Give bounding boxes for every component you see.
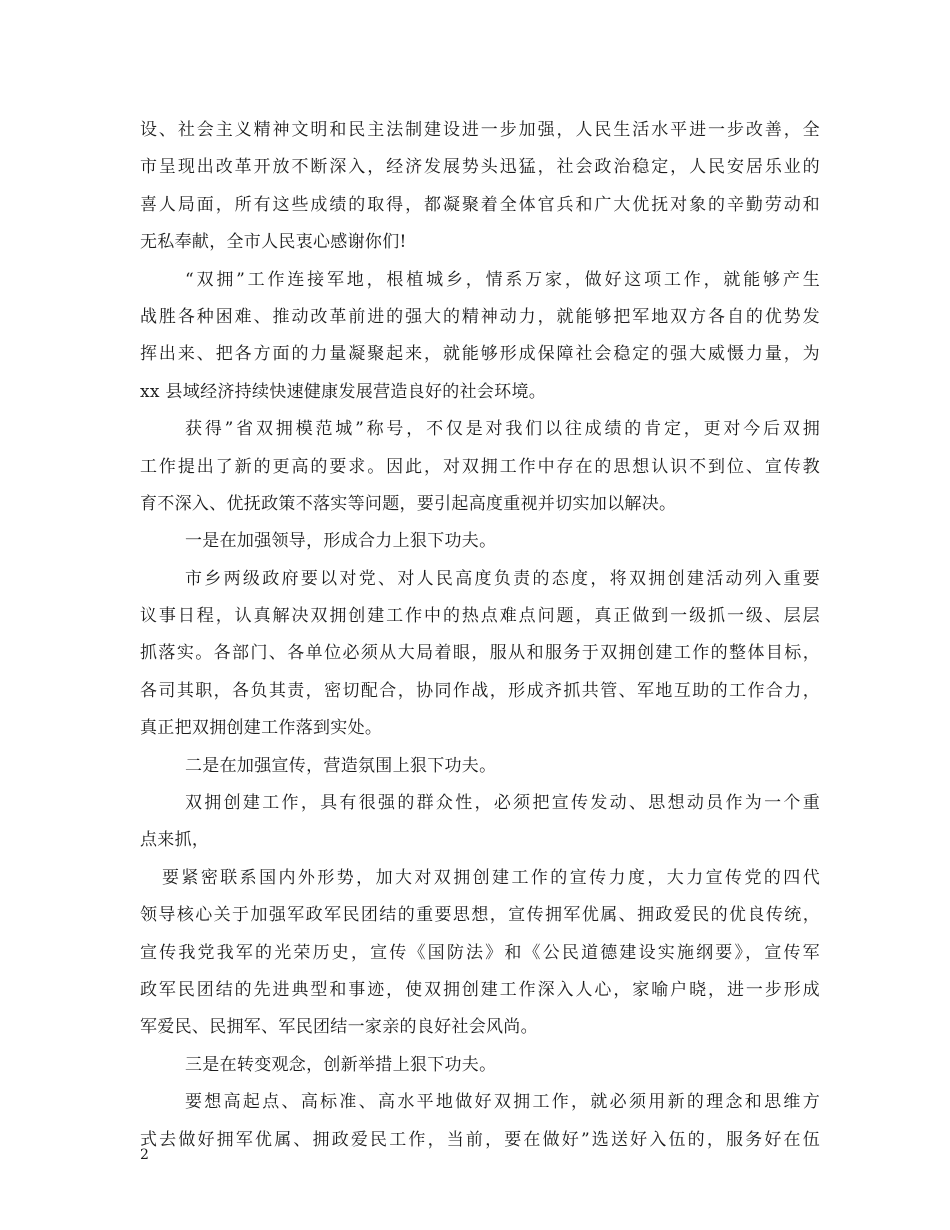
section-heading: 一是在加强领导，形成合力上狠下功夫。 [185, 531, 497, 552]
text-line: 领导核心关于加强军政军民团结的重要思想，宣传拥军优属、拥政爱民的优良传统， [140, 905, 820, 926]
text-line: 喜人局面，所有这些成绩的取得，都凝聚着全体官兵和广大优抚对象的辛勤劳动和 [140, 194, 820, 215]
text-line: 工作提出了新的更高的要求。因此，对双拥工作中存在的思想认识不到位、宣传教 [140, 456, 820, 477]
text-line: 抓落实。各部门、各单位必须从大局着眼，服从和服务于双拥创建工作的整体目标， [140, 643, 820, 664]
text-line: “双拥”工作连接军地，根植城乡，情系万家，做好这项工作，就能够产生 [185, 269, 820, 290]
text-line: xx 县域经济持续快速健康发展营造良好的社会环境。 [140, 381, 547, 402]
text-line: 军爱民、民拥军、军民团结一家亲的良好社会风尚。 [140, 1017, 538, 1038]
text-line: 战胜各种困难、推动改革前进的强大的精神动力，就能够把军地双方各自的优势发 [140, 306, 820, 327]
text-line: 真正把双拥创建工作落到实处。 [140, 718, 383, 739]
section-heading: 二是在加强宣传，营造氛围上狠下功夫。 [185, 755, 497, 776]
text-line: 双拥创建工作，具有很强的群众性，必须把宣传发动、思想动员作为一个重 [185, 793, 820, 814]
section-heading: 三是在转变观念，创新举措上狠下功夫。 [185, 1054, 497, 1075]
text-line: 式去做好拥军优属、拥政爱民工作，当前，要在做好”选送好入伍的，服务好在伍 [140, 1129, 820, 1150]
text-line: 宣传我党我军的光荣历史，宣传《国防法》和《公民道德建设实施纲要》，宣传军 [140, 942, 820, 963]
text-line: 各司其职，各负其责，密切配合，协同作战，形成齐抓共管、军地互助的工作合力， [140, 680, 820, 701]
text-line: 点来抓， [140, 830, 210, 851]
text-line: 获得”省双拥模范城”称号，不仅是对我们以往成绩的肯定，更对今后双拥 [185, 419, 820, 440]
text-line: 挥出来、把各方面的力量凝聚起来，就能够形成保障社会稳定的强大威慑力量，为 [140, 344, 820, 365]
text-line: 政军民团结的先进典型和事迹，使双拥创建工作深入人心，家喻户晓，进一步形成 [140, 979, 820, 1000]
text-line: 市呈现出改革开放不断深入，经济发展势头迅猛，社会政治稳定，人民安居乐业的 [140, 157, 820, 178]
text-line: 要想高起点、高标准、高水平地做好双拥工作，就必须用新的理念和思维方 [185, 1092, 820, 1113]
text-line: 育不深入、优抚政策不落实等问题，要引起高度重视并切实加以解决。 [140, 493, 677, 514]
page-number: 2 [140, 1147, 149, 1163]
text-line: 市乡两级政府要以对党、对人民高度负责的态度，将双拥创建活动列入重要 [185, 568, 820, 589]
text-line: 无私奉献，全市人民衷心感谢你们! [140, 232, 407, 253]
text-line: 设、社会主义精神文明和民主法制建设进一步加强，人民生活水平进一步改善，全 [140, 120, 820, 140]
body-text [140, 112, 820, 1159]
text-line: 议事日程，认真解决双拥创建工作中的热点难点问题，真正做到一级抓一级、层层 [140, 606, 820, 627]
text-line: 要紧密联系国内外形势，加大对双拥创建工作的宣传力度，大力宣传党的四代 [162, 867, 820, 888]
